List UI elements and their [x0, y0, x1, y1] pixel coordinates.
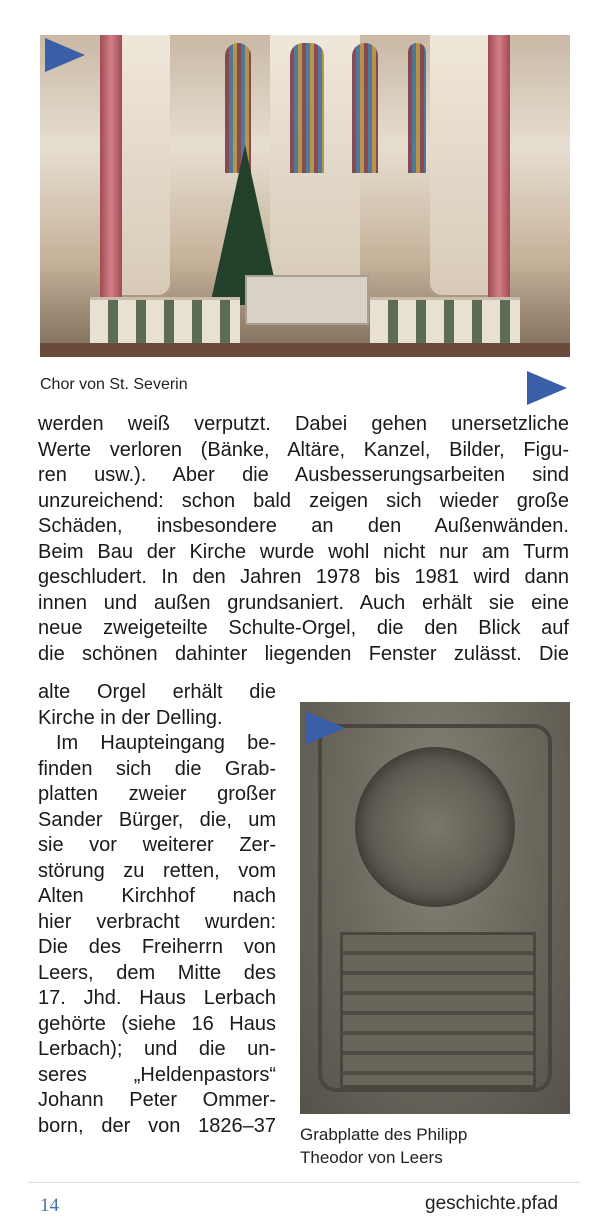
- text-line: neue zweigeteilte Schulte-Orgel, die den Blick auf: [38, 617, 569, 639]
- text-line: Sander Bürger, die, um: [38, 808, 276, 831]
- text-line: Alten Kirchhof nach: [38, 885, 276, 907]
- text-line: platten zweier großer: [38, 783, 276, 805]
- text-line: born, der von 1826–37: [38, 1114, 276, 1137]
- arrow-icon: [527, 371, 567, 405]
- photo-pillar: [488, 35, 510, 335]
- photo-window: [408, 43, 426, 173]
- text-line: seres „Heldenpastors“: [38, 1063, 276, 1086]
- text-line: geschludert. In den Jahren 1978 bis 1981 wird dann: [38, 566, 569, 588]
- text-line: gehörte (siehe 16 Haus: [38, 1012, 276, 1035]
- text-line: sie vor weiterer Zer-: [38, 834, 276, 856]
- gravestone-coat-of-arms: [355, 747, 515, 907]
- page-number: 14: [40, 1195, 59, 1216]
- text-line: Lerbach); und die un-: [38, 1038, 276, 1060]
- text-line: Johann Peter Ommer-: [38, 1089, 276, 1111]
- text-line: Beim Bau der Kirche wurde wohl nicht nur am Turm: [38, 540, 569, 563]
- text-line: alte Orgel erhält die: [38, 681, 276, 703]
- caption-line: Grabplatte des Philipp: [300, 1125, 468, 1144]
- text-line: hier verbracht wurden:: [38, 910, 276, 933]
- body-text-full-width: [38, 412, 569, 667]
- photo-altar: [245, 275, 369, 325]
- arrow-icon: [305, 711, 345, 745]
- footer-divider: [28, 1182, 580, 1183]
- photo-floor: [40, 343, 570, 357]
- text-line: innen und außen grundsaniert. Auch erhält sie eine: [38, 591, 569, 614]
- text-line: Die des Freiherrn von: [38, 936, 276, 958]
- body-text-column: [38, 680, 276, 1139]
- text-line: störung zu retten, vom: [38, 859, 276, 882]
- text-line: Schäden, insbesondere an den Außenwänden.: [38, 515, 569, 537]
- gravestone-photo: [300, 702, 570, 1114]
- text-line: Kirche in der Delling.: [38, 706, 223, 729]
- arrow-icon: [45, 38, 85, 72]
- gravestone-inscription: [340, 932, 536, 1088]
- top-image-caption: Chor von St. Severin: [40, 376, 188, 393]
- photo-window: [352, 43, 378, 173]
- photo-window: [290, 43, 324, 173]
- text-line: die schönen dahinter liegenden Fenster zulässt. Die: [38, 642, 569, 665]
- church-choir-photo: [40, 35, 570, 357]
- text-line: 17. Jhd. Haus Lerbach: [38, 987, 276, 1009]
- caption-line: Theodor von Leers: [300, 1148, 443, 1167]
- text-line: finden sich die Grab-: [38, 757, 276, 780]
- photo-pillar: [100, 35, 122, 335]
- text-line: Leers, dem Mitte des: [38, 961, 276, 984]
- text-line: werden weiß verputzt. Dabei gehen unersetzliche: [38, 413, 569, 435]
- text-line: Werte verloren (Bänke, Altäre, Kanzel, Bilder, Figu-: [38, 438, 569, 461]
- publication-name: geschichte.pfad: [425, 1193, 559, 1214]
- text-line: unzureichend: schon bald zeigen sich wieder große: [38, 489, 569, 512]
- text-line: Im Haupteingang be-: [56, 732, 276, 754]
- grave-image-caption: [300, 1123, 467, 1169]
- text-line: ren usw.). Aber die Ausbesserungsarbeiten sind: [38, 464, 569, 486]
